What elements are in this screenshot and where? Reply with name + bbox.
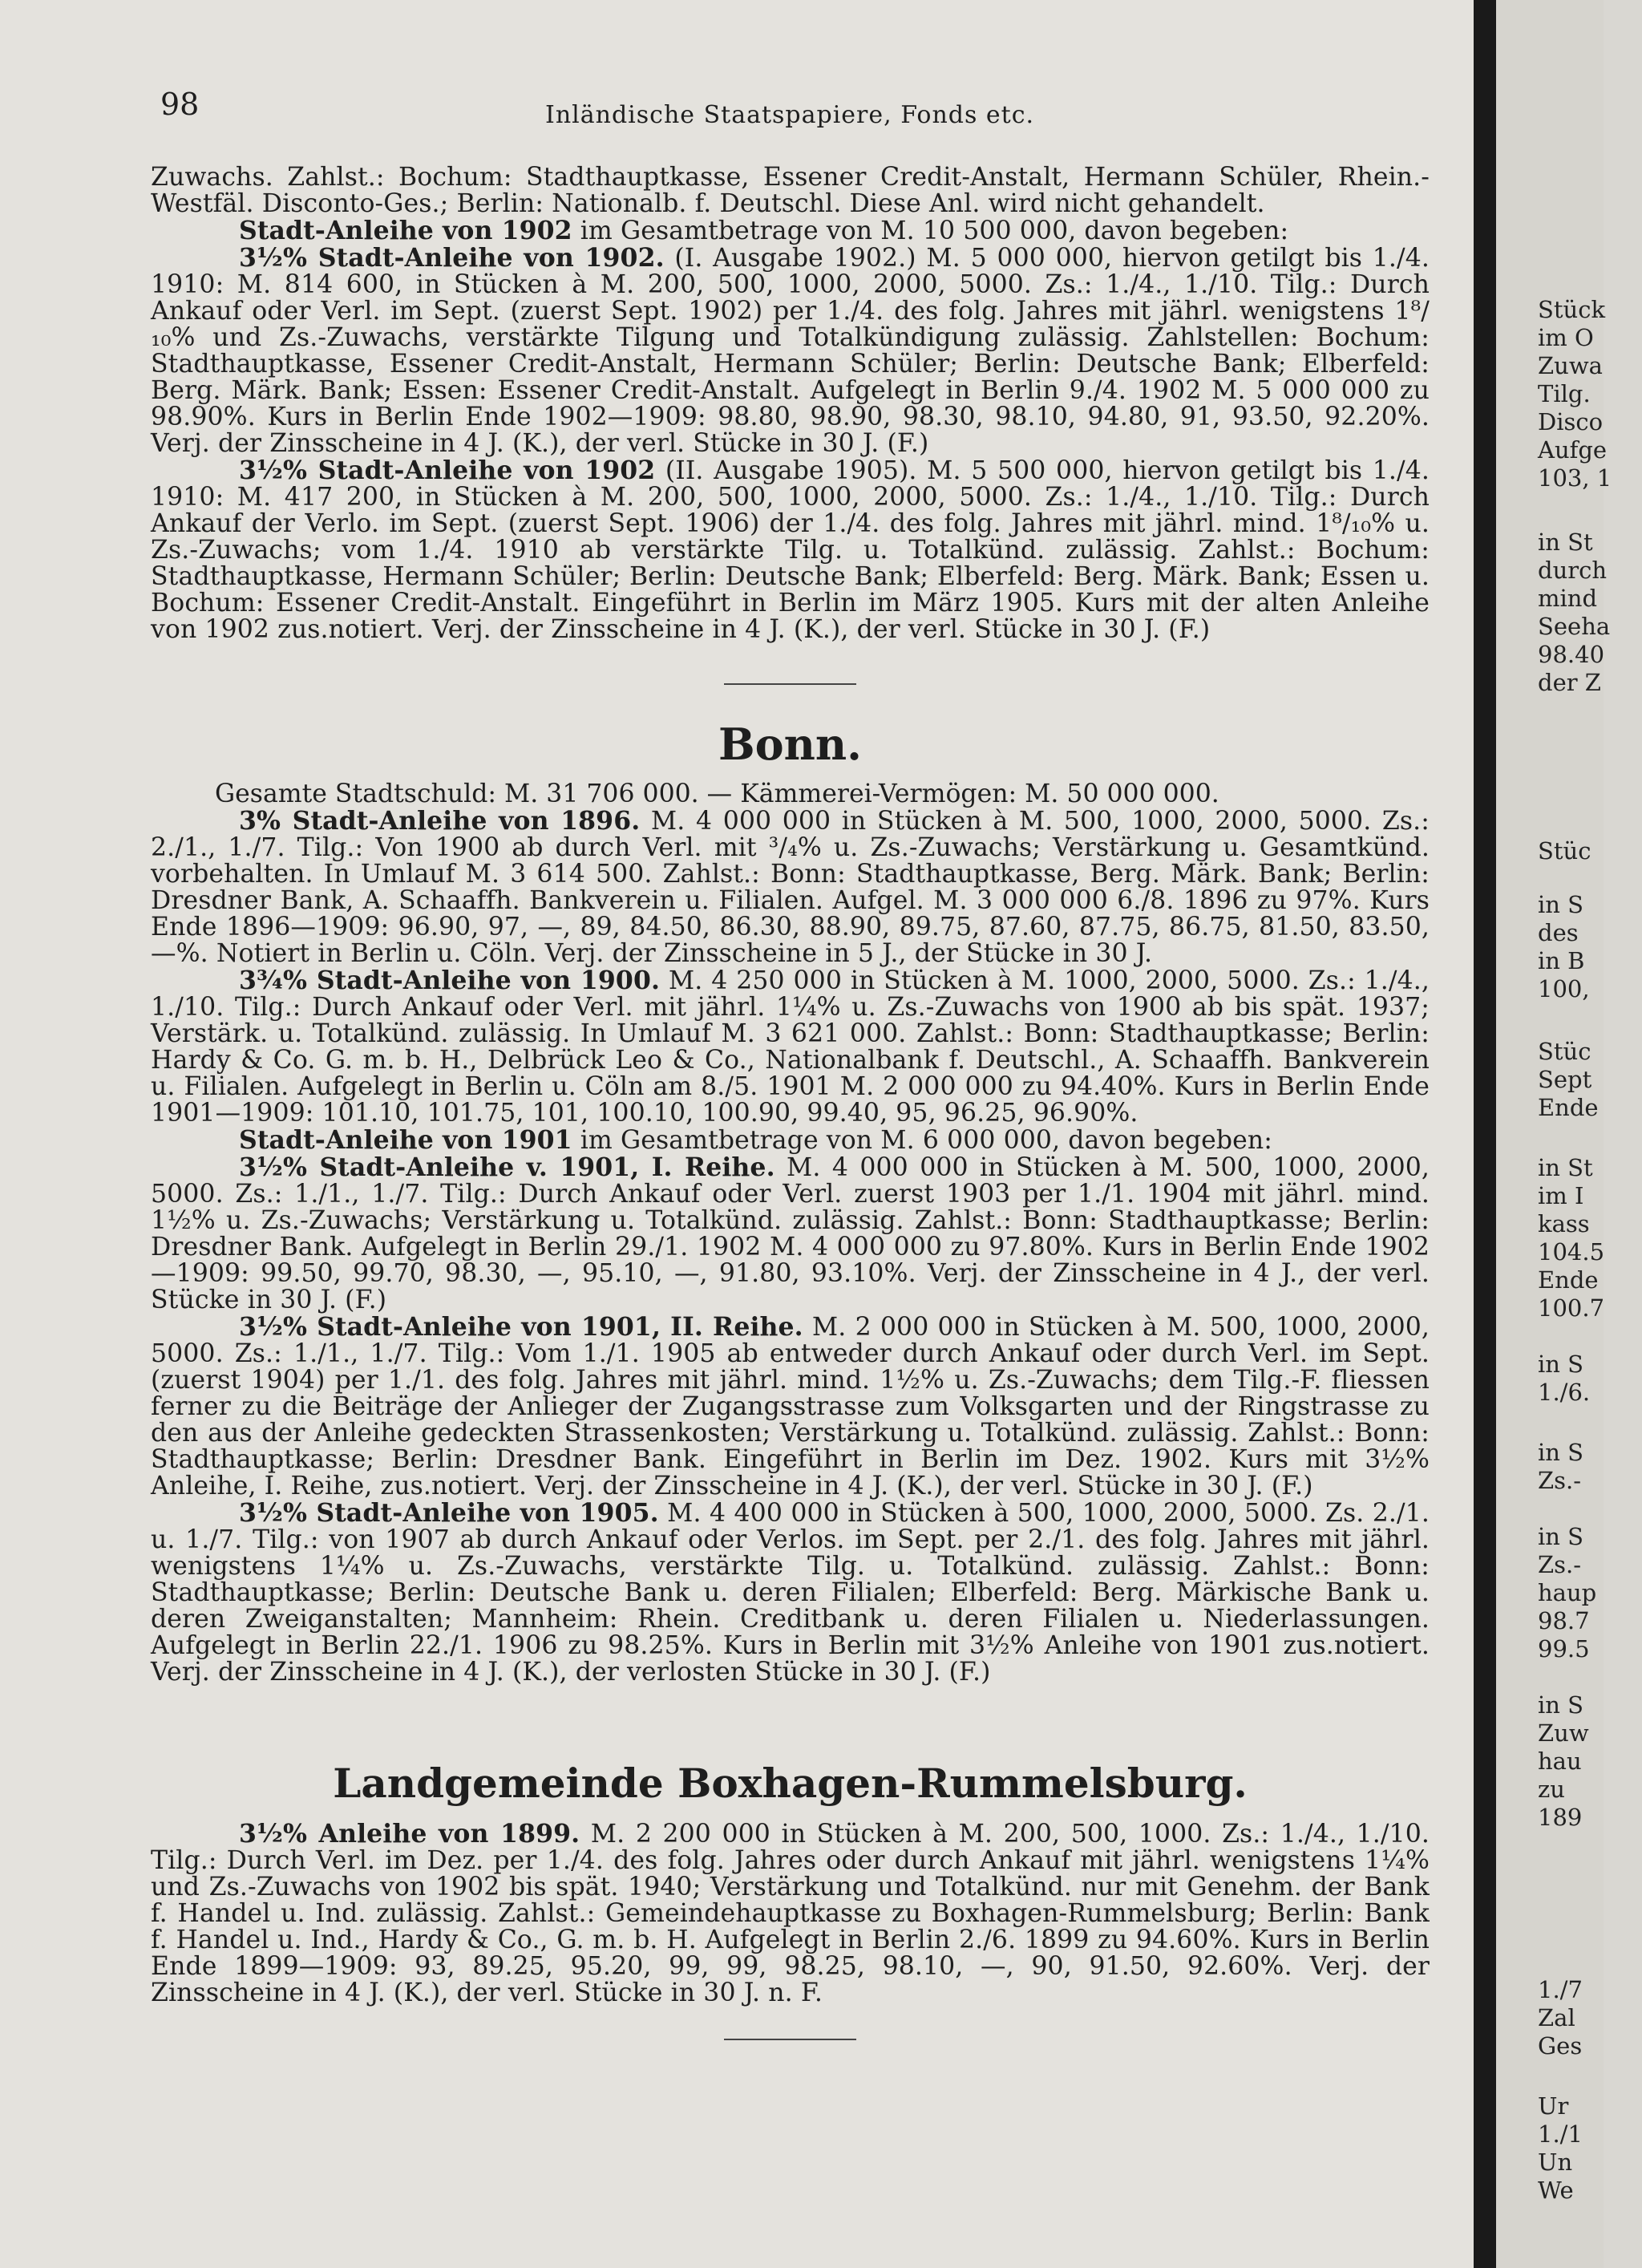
- bonn-loan-1896: [151, 808, 1430, 967]
- adjacent-page-fragment: in S: [1538, 1523, 1584, 1550]
- adjacent-page-fragment: in St: [1538, 529, 1593, 556]
- adjacent-page-fragment: Ges: [1538, 2032, 1583, 2059]
- adjacent-page-fragment: Ur: [1538, 2092, 1569, 2120]
- adjacent-page-fragment: kass: [1538, 1210, 1590, 1237]
- bochum-loan-1902-total: [151, 217, 1430, 245]
- adjacent-page-fragment: des: [1538, 919, 1579, 946]
- adjacent-page-fragment: hau: [1538, 1748, 1582, 1775]
- entry-heading: 3½% Stadt-Anleihe von 1902: [239, 456, 656, 485]
- entry-text: M. 2 000 000 in Stücken à M. 500, 1000, 2000, 5000. Zs.: 1./1., 1./7. Tilg.: Vom 1./1. 1905 ab entweder durch Ankauf oder durch Verl. im Sept. (zuerst 1904) per 1./1. des folg. Jahres mit jährl. mind. 1½% u. Zs.-Zuwachs; dem Tilg.-F. fliessen ferner zu die Beiträge der Anlieger der Zugangsstrasse zum Volksgarten und der Ringstrasse zu den aus der Anleihe gedeckten Strassenkosten; Verstärkung u. Totalkünd. zulässig. Zahlst.: Bonn: Stadthauptkasse; Berlin: Dresdner Bank. Eingeführt in Berlin im Dez. 1902. Kurs mit 3½% Anleihe, I. Reihe, zus.notiert. Verj. der Zinsscheine in 4 J. (K.), der verl. Stücke in 30 J. (F.): [151, 1313, 1430, 1501]
- bochum-intro-paragraph: Zuwachs. Zahlst.: Bochum: Stadthauptkasse, Essener Credit-Anstalt, Hermann Schüler, Rhein.-Westfäl. Disconto-Ges.; Berlin: Nationalb. f. Deutschl. Diese Anl. wird nicht gehandelt.: [151, 163, 1430, 218]
- adjacent-page-fragment: in S: [1538, 1439, 1584, 1466]
- page-number: 98: [160, 87, 200, 122]
- adjacent-page-fragment: 98.40: [1538, 641, 1605, 668]
- adjacent-page-fragment: durch: [1538, 557, 1608, 584]
- adjacent-page-fragment: Stück: [1538, 296, 1606, 323]
- adjacent-page-fragment: Ende: [1538, 1094, 1599, 1121]
- adjacent-page-fragment: im I: [1538, 1182, 1584, 1209]
- bonn-summary: Gesamte Stadtschuld: M. 31 706 000. — Kämmerei-Vermögen: M. 50 000 000.: [215, 780, 1219, 808]
- adjacent-page-fragment: 98.7: [1538, 1607, 1590, 1634]
- adjacent-page-fragment: Un: [1538, 2149, 1573, 2176]
- adjacent-page-fragment: in S: [1538, 1351, 1584, 1378]
- adjacent-page-fragment: Zuw: [1538, 1719, 1589, 1747]
- bochum-loan-1902-ii: [151, 457, 1430, 643]
- entry-text: M. 4 250 000 in Stücken à M. 1000, 2000, 5000. Zs.: 1./4., 1./10. Tilg.: Durch Ankauf oder Verl. mit jährl. 1¼% u. Zs.-Zuwachs von 1900 ab bis spät. 1937; Verstärk. u. Totalkünd. zulässig. In Umlauf M. 3 621 000. Zahlst.: Bonn: Stadthauptkasse; Berlin: Hardy & Co. G. m. b. H., Delbrück Leo & Co., Nationalbank f. Deutschl., A. Schaaffh. Bankverein u. Filialen. Aufgelegt in Berlin u. Cöln am 8./5. 1901 M. 2 000 000 zu 94.40%. Kurs in Berlin Ende 1901—1909: 101.10, 101.75, 101, 100.10, 100.90, 99.40, 95, 96.25, 96.90%.: [151, 966, 1430, 1128]
- adjacent-page-fragment: in St: [1538, 1154, 1593, 1181]
- entry-heading: 3½% Stadt-Anleihe von 1905.: [239, 1498, 659, 1528]
- adjacent-page-fragment: 1./1: [1538, 2120, 1583, 2148]
- adjacent-page-fragment: We: [1538, 2177, 1574, 2204]
- entry-text: (II. Ausgabe 1905). M. 5 500 000, hiervon getilgt bis 1./4. 1910: M. 417 200, in Stücken à M. 200, 500, 1000, 2000, 5000. Zs.: 1./4., 1./10. Tilg.: Durch Ankauf der Verlo. im Sept. (zuerst Sept. 1906) der 1./4. des folg. Jahres mit jährl. mind. 1⁸/₁₀% u. Zs.-Zuwachs; vom 1./4. 1910 ab verstärkte Tilg. u. Totalkünd. zulässig. Zahlst.: Bochum: Stadthauptkasse, Hermann Schüler; Berlin: Deutsche Bank; Elberfeld: Berg. Märk. Bank; Essen u. Bochum: Essener Credit-Anstalt. Eingeführt in Berlin im März 1905. Kurs mit der alten Anleihe von 1902 zus.notiert. Verj. der Zinsscheine in 4 J. (K.), der verl. Stücke in 30 J. (F.): [151, 456, 1430, 644]
- adjacent-page-fragment: Stüc: [1538, 1038, 1591, 1065]
- bochum-loan-1902-i: [151, 245, 1430, 457]
- bonn-loan-1901-total: [151, 1127, 1430, 1154]
- section-title-bonn: Bonn.: [718, 719, 862, 770]
- adjacent-page-fragment: 1./6.: [1538, 1379, 1591, 1406]
- adjacent-page-fragment: Stüc: [1538, 837, 1591, 865]
- adjacent-page-fragment: in S: [1538, 891, 1584, 918]
- adjacent-page-fragment: Zal: [1538, 2004, 1575, 2031]
- bonn-loan-1905: [151, 1500, 1430, 1686]
- adjacent-page-fragment: Zs.-: [1538, 1467, 1582, 1494]
- adjacent-page-fragment: 100.7: [1538, 1294, 1605, 1322]
- entry-text: (I. Ausgabe 1902.) M. 5 000 000, hiervon getilgt bis 1./4. 1910: M. 814 600, in Stücken à M. 200, 500, 1000, 2000, 5000. Zs.: 1./4., 1./10. Tilg.: Durch Ankauf oder Verl. im Sept. (zuerst Sept. 1902) per 1./4. des folg. Jahres mit jährl. wenigstens 1⁸/₁₀% und Zs.-Zuwachs, verstärkte Tilgung und Totalkündigung zulässig. Zahlstellen: Bochum: Stadthauptkasse, Essener Credit-Anstalt, Hermann Schüler; Berlin: Deutsche Bank; Elberfeld: Berg. Märk. Bank; Essen: Essener Credit-Anstalt. Aufgelegt in Berlin 9./4. 1902 M. 5 000 000 zu 98.90%. Kurs in Berlin Ende 1902—1909: 98.80, 98.90, 98.30, 98.10, 94.80, 91, 93.50, 92.20%. Verj. der Zinsscheine in 4 J. (K.), der verl. Stücke in 30 J. (F.): [151, 244, 1430, 458]
- adjacent-page-fragment: 1./7: [1538, 1976, 1583, 2003]
- running-title: Inländische Staatspapiere, Fonds etc.: [545, 101, 1035, 129]
- book-gutter: [1474, 0, 1496, 2268]
- bonn-loan-1900: [151, 967, 1430, 1127]
- section-spacer: [724, 1732, 856, 1734]
- adjacent-page-edge: [1496, 0, 1612, 2268]
- adjacent-page-fragment: haup: [1538, 1579, 1597, 1606]
- boxhagen-loan-1899: [151, 1820, 1430, 2007]
- entry-text: M. 2 200 000 in Stücken à M. 200, 500, 1000. Zs.: 1./4., 1./10. Tilg.: Durch Verl. im Dez. per 1./4. des folg. Jahres oder durch Ankauf mit jährl. wenigstens 1¼% und Zs.-Zuwachs von 1902 bis spät. 1940; Verstärkung und Totalkünd. nur mit Genehm. der Bank f. Handel u. Ind. zulässig. Zahlst.: Gemeindehauptkasse zu Boxhagen-Rummelsburg; Berlin: Bank f. Handel u. Ind., Hardy & Co., G. m. b. H. Aufgelegt in Berlin 2./6. 1899 zu 94.60%. Kurs in Berlin Ende 1899—1909: 93, 89.25, 95.20, 99, 99, 98.25, 98.10, —, 90, 91.50, 92.60%. Verj. der Zinsscheine in 4 J. (K.), der verl. Stücke in 30 J. n. F.: [151, 1820, 1430, 2007]
- adjacent-page-fragment: 104.5: [1538, 1238, 1605, 1266]
- bonn-loan-1901-i: [151, 1154, 1430, 1314]
- page-header: [160, 87, 1411, 127]
- adjacent-page-fragment: Seeha: [1538, 613, 1611, 640]
- entry-heading: 3½% Stadt-Anleihe v. 1901, I. Reihe.: [239, 1152, 775, 1182]
- section-title-boxhagen: Landgemeinde Boxhagen-Rummelsburg.: [333, 1760, 1248, 1807]
- entry-text: im Gesamtbetrage von M. 10 500 000, davon begeben:: [572, 217, 1289, 245]
- adjacent-page-fragment: in S: [1538, 1691, 1584, 1719]
- entry-heading: 3½% Anleihe von 1899.: [239, 1819, 580, 1849]
- adjacent-page-fragment: Aufge: [1538, 436, 1608, 464]
- entry-heading: 3¾% Stadt-Anleihe von 1900.: [239, 966, 661, 995]
- section-divider: [724, 2039, 856, 2040]
- adjacent-page-fragment: 103, 1: [1538, 464, 1612, 492]
- adjacent-page-fragment: Zuwa: [1538, 352, 1603, 379]
- adjacent-page-fragment: in B: [1538, 947, 1585, 974]
- adjacent-page-fragment: im O: [1538, 324, 1594, 351]
- adjacent-page-fragment: zu: [1538, 1776, 1565, 1803]
- entry-text: im Gesamtbetrage von M. 6 000 000, davon begeben:: [572, 1126, 1273, 1155]
- adjacent-page-fragment: der Z: [1538, 669, 1601, 696]
- entry-heading: Stadt-Anleihe von 1901: [239, 1125, 572, 1155]
- entry-heading: 3½% Stadt-Anleihe von 1902.: [239, 243, 665, 273]
- page-content: [151, 164, 1430, 2040]
- entry-text: M. 4 000 000 in Stücken à M. 500, 1000, 2000, 5000. Zs.: 1./1., 1./7. Tilg.: Durch Ankauf oder Verl. zuerst 1903 per 1./1. 1904 mit jährl. mind. 1½% u. Zs.-Zuwachs; Verstärkung u. Totalkünd. zulässig. Zahlst.: Bonn: Stadthauptkasse; Berlin: Dresdner Bank. Aufgelegt in Berlin 29./1. 1902 M. 4 000 000 zu 97.80%. Kurs in Berlin Ende 1902—1909: 99.50, 99.70, 98.30, —, 95.10, —, 91.80, 93.10%. Verj. der Zinsscheine in 4 J., der verl. Stücke in 30 J. (F.): [151, 1153, 1430, 1314]
- entry-text: M. 4 400 000 in Stücken à 500, 1000, 2000, 5000. Zs. 2./1. u. 1./7. Tilg.: von 1907 ab durch Ankauf oder Verlos. im Sept. per 2./1. des folg. Jahres mit jährl. wenigstens 1¼% u. Zs.-Zuwachs, verstärkte Tilg. u. Totalkünd. zulässig. Zahlst.: Bonn: Stadthauptkasse; Berlin: Deutsche Bank u. deren Filialen; Elberfeld: Berg. Märkische Bank u. deren Zweiganstalten; Mannheim: Rhein. Creditbank u. deren Filialen u. Niederlassungen. Aufgelegt in Berlin 22./1. 1906 zu 98.25%. Kurs in Berlin mit 3½% Anleihe von 1901 zus.notiert. Verj. der Zinsscheine in 4 J. (K.), der verlosten Stücke in 30 J. (F.): [151, 1499, 1430, 1687]
- adjacent-page-fragment: 100,: [1538, 975, 1590, 1002]
- entry-heading: Stadt-Anleihe von 1902: [239, 216, 572, 245]
- adjacent-page-fragment: mind: [1538, 585, 1598, 612]
- adjacent-page-fragment: Zs.-: [1538, 1551, 1582, 1578]
- adjacent-page-fragment: Sept: [1538, 1066, 1592, 1093]
- bonn-loan-1901-ii: [151, 1314, 1430, 1500]
- adjacent-page-fragment: 189: [1538, 1804, 1583, 1831]
- adjacent-page-fragment: Disco: [1538, 408, 1604, 435]
- entry-heading: 3% Stadt-Anleihe von 1896.: [239, 806, 641, 836]
- adjacent-page-fragment: Ende: [1538, 1266, 1599, 1294]
- section-divider: [724, 683, 856, 685]
- entry-heading: 3½% Stadt-Anleihe von 1901, II. Reihe.: [239, 1312, 803, 1342]
- adjacent-page-fragment: 99.5: [1538, 1635, 1590, 1663]
- entry-text: M. 4 000 000 in Stücken à M. 500, 1000, 2000, 5000. Zs.: 2./1., 1./7. Tilg.: Von 1900 ab durch Verl. mit ³/₄% u. Zs.-Zuwachs; Verstärkung u. Gesamtkünd. vorbehalten. In Umlauf M. 3 614 500. Zahlst.: Bonn: Stadthauptkasse, Berg. Märk. Bank; Berlin: Dresdner Bank, A. Schaaffh. Bankverein u. Filialen. Aufgel. M. 3 000 000 6./8. 1896 zu 97%. Kurs Ende 1896—1909: 96.90, 97, —, 89, 84.50, 86.30, 88.90, 89.75, 87.60, 87.75, 86.75, 81.50, 83.50, —%. Notiert in Berlin u. Cöln. Verj. der Zinsscheine in 5 J., der Stücke in 30 J.: [151, 807, 1430, 968]
- adjacent-page-fragment: Tilg.: [1538, 380, 1591, 407]
